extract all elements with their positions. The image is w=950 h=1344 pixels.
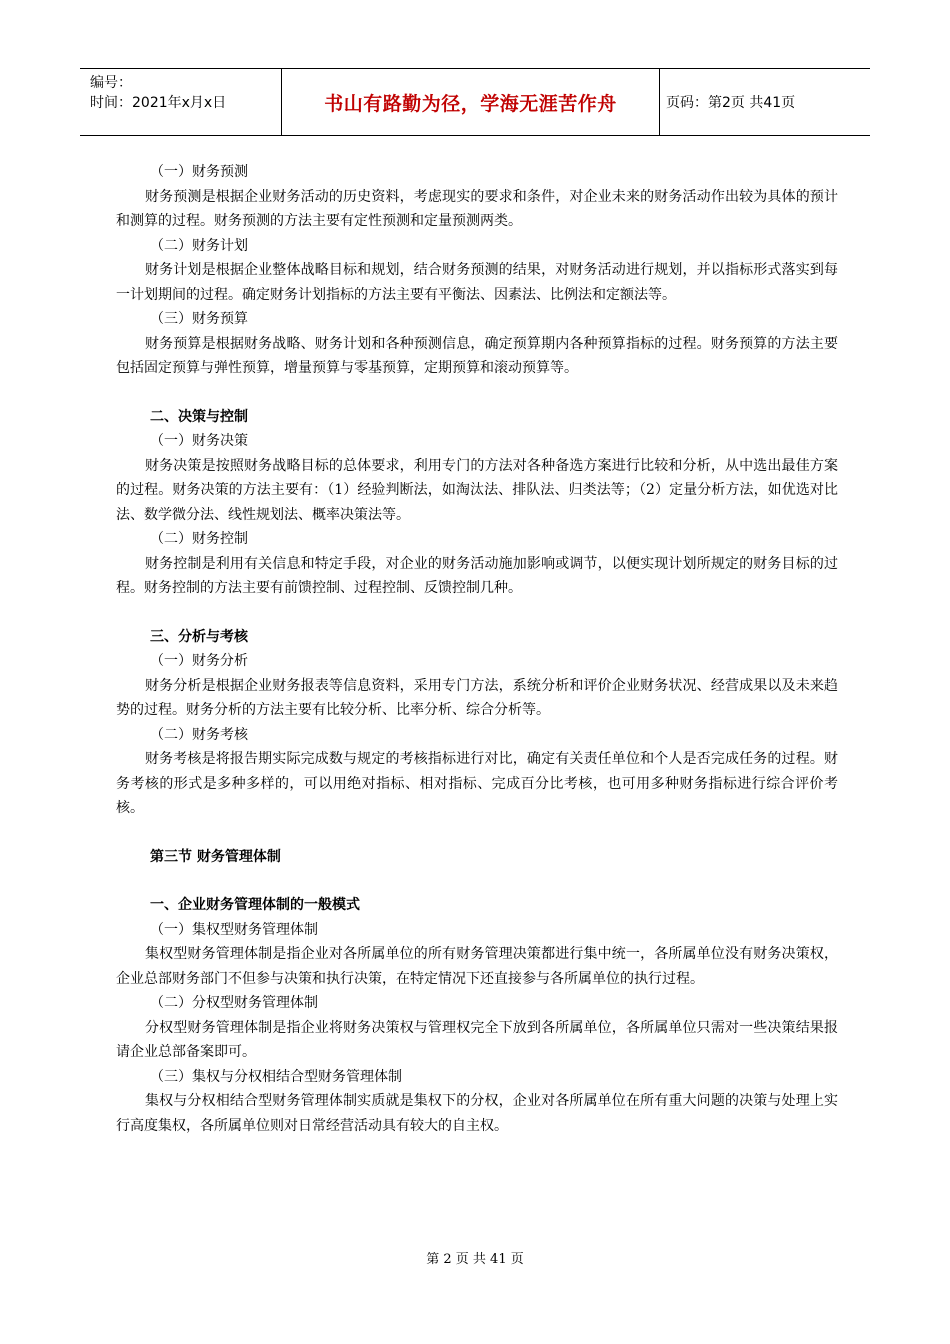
header-meta-cell bbox=[80, 69, 282, 135]
subheading: （一）财务分析 bbox=[150, 653, 248, 669]
subheading: （三）集权与分权相结合型财务管理体制 bbox=[150, 1068, 402, 1085]
paragraph: 财务预算是根据财务战略、财务计划和各种预测信息，确定预算期内各种预算指标的过程。财务预算的方法主要包括固定预算与弹性预算，增量预算与零基预算，定期预算和滚动预算等。 bbox=[116, 335, 838, 376]
subheading: （一）财务决策 bbox=[150, 433, 248, 449]
paragraph: 财务决策是按照财务战略目标的总体要求，利用专门的方法对各种备选方案进行比较和分析，从中选出最佳方案的过程。财务决策的方法主要有：（1）经验判断法，如淘汰法、排队法、归类法等；（2）定量分析方法，如优选对比法、数学微分法、线性规划法、概率决策法等。 bbox=[116, 457, 838, 523]
number-label: 编号： bbox=[90, 75, 132, 91]
document-header bbox=[80, 68, 870, 136]
paragraph: 财务预测是根据企业财务活动的历史资料，考虑现实的要求和条件，对企业未来的财务活动作出较为具体的预计和测算的过程。财务预测的方法主要有定性预测和定量预测两类。 bbox=[116, 188, 838, 229]
page-footer: 第 2 页 共 41 页 bbox=[426, 1252, 524, 1267]
subheading: （一）财务预测 bbox=[150, 164, 248, 180]
paragraph: 财务分析是根据企业财务报表等信息资料，采用专门方法，系统分析和评价企业财务状况、经营成果以及未来趋势的过程。财务分析的方法主要有比较分析、比率分析、综合分析等。 bbox=[116, 677, 838, 718]
header-page-label: 页码：第2页 共41页 bbox=[666, 95, 796, 111]
section-heading: 二、决策与控制 bbox=[150, 408, 248, 425]
subheading: （三）财务预算 bbox=[150, 311, 248, 327]
subheading: （二）分权型财务管理体制 bbox=[150, 995, 318, 1011]
paragraph: 财务计划是根据企业整体战略目标和规划，结合财务预测的结果，对财务活动进行规划，并以指标形式落实到每一计划期间的过程。确定财务计划指标的方法主要有平衡法、因素法、比例法和定额法等。 bbox=[116, 262, 838, 303]
section-heading: 一、企业财务管理体制的一般模式 bbox=[150, 897, 360, 913]
paragraph: 财务控制是利用有关信息和特定手段，对企业的财务活动施加影响或调节，以便实现计划所规定的财务目标的过程。财务控制的方法主要有前馈控制、过程控制、反馈控制几种。 bbox=[116, 555, 838, 596]
paragraph: 分权型财务管理体制是指企业将财务决策权与管理权完全下放到各所属单位，各所属单位只需对一些决策结果报请企业总部备案即可。 bbox=[116, 1019, 838, 1060]
subheading: （二）财务计划 bbox=[150, 237, 248, 254]
document-body bbox=[116, 160, 838, 1138]
paragraph: 集权与分权相结合型财务管理体制实质就是集权下的分权，企业对各所属单位在所有重大问题的决策与处理上实行高度集权，各所属单位则对日常经营活动具有较大的自主权。 bbox=[116, 1093, 838, 1134]
subheading: （一）集权型财务管理体制 bbox=[150, 921, 318, 938]
subheading: （二）财务控制 bbox=[150, 531, 248, 547]
chapter-section-title: 第三节 财务管理体制 bbox=[150, 848, 281, 865]
header-motto: 书山有路勤为径，学海无涯苦作舟 bbox=[282, 69, 660, 135]
section-heading: 三、分析与考核 bbox=[150, 628, 248, 645]
paragraph: 集权型财务管理体制是指企业对各所属单位的所有财务管理决策都进行集中统一，各所属单位没有财务决策权，企业总部财务部门不但参与决策和执行决策，在特定情况下还直接参与各所属单位的执行过程。 bbox=[116, 946, 838, 987]
paragraph: 财务考核是将报告期实际完成数与规定的考核指标进行对比，确定有关责任单位和个人是否完成任务的过程。财务考核的形式是多种多样的，可以用绝对指标、相对指标、完成百分比考核，也可用多种财务指标进行综合评价考核。 bbox=[116, 751, 838, 816]
subheading: （二）财务考核 bbox=[150, 726, 248, 743]
date-label: 时间：2021年x月x日 bbox=[90, 95, 227, 111]
